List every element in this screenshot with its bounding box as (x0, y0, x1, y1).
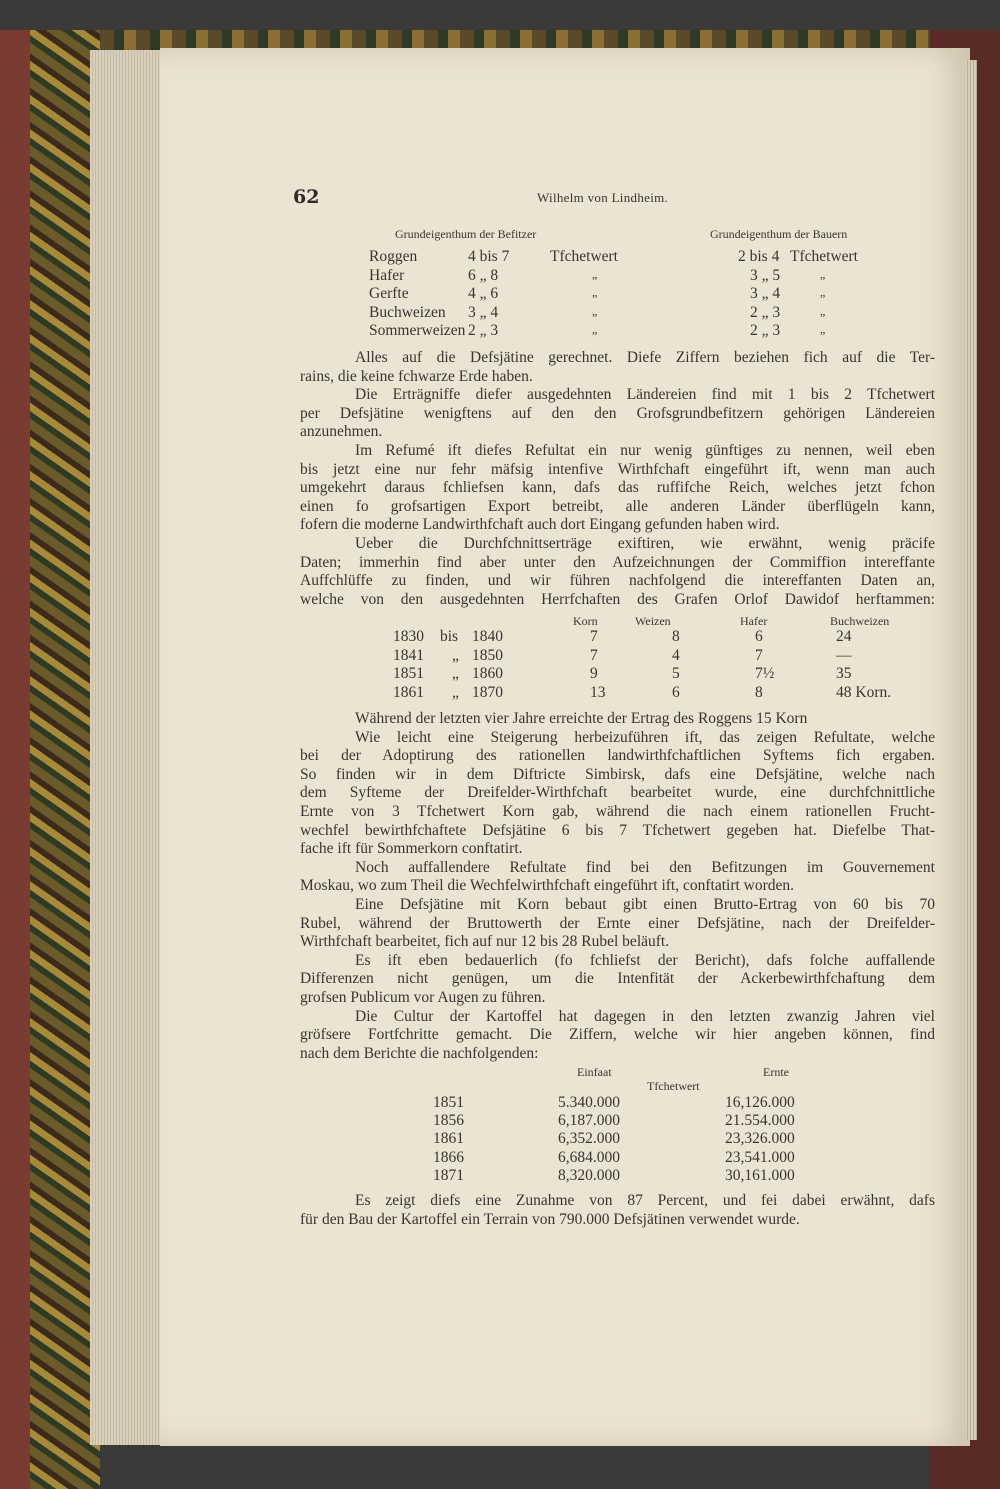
year: 1861 (433, 1130, 464, 1148)
running-head: Wilhelm von Lindheim. (537, 190, 669, 205)
owner-unit: „ (592, 322, 598, 337)
peasant-yield: 3 „ 5 (750, 266, 781, 284)
year: 1856 (433, 1112, 464, 1130)
text-line: rains, die keine fchwarze Erde haben. (300, 367, 533, 385)
table-header-peasants: Grundeigenthum der Bauern (710, 227, 848, 241)
ernte-value: 23,326.000 (725, 1130, 795, 1148)
text-block-1 (300, 349, 935, 609)
text-line: einen fo grofsartigen Export betreibt, alle anderen Länder überflügeln kann, (300, 497, 935, 515)
year: 1866 (433, 1148, 464, 1166)
column-header: Korn (573, 614, 598, 628)
crop-name: Sommerweizen (369, 322, 466, 340)
owner-yield: 3 „ 4 (468, 303, 499, 321)
page-edges-right (965, 60, 977, 1440)
text-line: Während der letzten vier Jahre erreichte der Ertrag des Roggens 15 Korn (355, 710, 808, 727)
text-line: dem Syfteme der Dreifelder-Wirthfchaft bearbeitet wurde, eine durchfchnittliche (300, 784, 935, 802)
text-line: Noch auffallendere Refultate find bei den Befitzungen im Gouvernement (355, 858, 935, 876)
text-line: wechfel bewirthfchaftete Defsjätine 6 bis 7 Tfchetwert gegeben hat. Diefelbe That- (300, 821, 935, 839)
peasant-yield: 2 „ 3 (750, 303, 781, 321)
text-line: fofern die moderne Landwirthfchaft auch dort Eingang gefunden haben wird. (300, 516, 780, 534)
unit-label: Tfchetwert (647, 1079, 700, 1093)
period-to: 1840 (472, 628, 503, 645)
einsaat-value: 6,187.000 (558, 1112, 620, 1130)
text-line: welche von den ausgedehnten Herrfchaften des Grafen Orlof Dawidof herftammen: (300, 590, 935, 608)
peasant-unit: „ (820, 303, 826, 318)
einsaat-value: 5.340.000 (558, 1094, 620, 1111)
yield-value: — (836, 646, 852, 664)
text-line: Alles auf die Defsjätine gerechnet. Diefe Ziffern beziehen fich auf die Ter- (355, 349, 935, 366)
yield-value: 8 (755, 683, 763, 701)
yield-value: 48 Korn. (836, 683, 892, 701)
text-line: So finden wir in dem Diftricte Simbirsk, dafs eine Defsjätine, welche nach (300, 765, 935, 783)
column-einsaat: Einfaat (577, 1065, 612, 1079)
ernte-value: 16,126.000 (725, 1094, 795, 1111)
page-number: 62 (293, 186, 320, 208)
period-from: 1841 (393, 646, 424, 664)
yield-value: 6 (755, 628, 763, 645)
text-line: bei der Adoptirung des rationellen landwirthfchaftlichen Syftems fich ergaben. (300, 747, 935, 765)
column-header: Buchweizen (830, 614, 890, 628)
text-line: Wirthfchaft bearbeitet, fich auf nur 12 bis 28 Rubel beläuft. (300, 933, 670, 951)
owner-yield: 2 „ 3 (468, 322, 499, 340)
yield-value: 7 (755, 646, 763, 664)
text-line: Es ift eben bedauerlich (fo fchliefst der Bericht), dafs folche auffallende (355, 951, 935, 969)
einsaat-value: 8,320.000 (558, 1166, 620, 1184)
crop-name: Roggen (369, 248, 418, 265)
text-line: Eine Defsjätine mit Korn bebaut gibt einen Brutto-Ertrag von 60 bis 70 (355, 895, 935, 913)
owner-yield: 6 „ 8 (468, 266, 499, 284)
page-edges (90, 50, 162, 1445)
owner-unit: „ (592, 303, 598, 318)
peasant-yield: 3 „ 4 (750, 285, 781, 303)
period-from: 1861 (393, 683, 424, 701)
yield-value: 4 (672, 646, 680, 664)
book-cover-spine (0, 30, 30, 1489)
owner-yield: 4 „ 6 (468, 285, 499, 303)
peasant-unit: „ (820, 266, 826, 281)
yield-value: 7 (590, 628, 598, 645)
text-line: Ueber die Durchfchnittserträge exiftiren, wie erwähnt, wenig präcife (355, 534, 935, 552)
peasant-yield: 2 „ 3 (750, 322, 781, 340)
column-header: Weizen (635, 614, 671, 628)
crop-name: Gerfte (369, 285, 409, 303)
peasant-yield: 2 bis 4 (738, 248, 780, 265)
text-line: Differenzen nicht genügen, um die Intenfität der Ackerbewirthfchaftung dem (300, 970, 935, 988)
period-from: 1851 (393, 665, 424, 683)
text-line: Ernte von 3 Tfchetwert Korn gab, während die nach einem rationellen Frucht- (300, 802, 935, 820)
yield-value: 35 (836, 665, 852, 683)
period-sep: „ (452, 665, 459, 683)
column-ernte: Ernte (763, 1065, 789, 1079)
crop-name: Hafer (369, 266, 405, 284)
peasant-unit: Tfchetwert (790, 248, 858, 265)
text-line: Moskau, wo zum Theil die Wechfelwirthfchaft eingeführt ift, conftatirt worden. (300, 877, 795, 895)
text-line: fache ift für Sommerkorn conftatirt. (300, 840, 523, 858)
period-sep: „ (452, 646, 459, 664)
text-line: für den Bau der Kartoffel ein Terrain von 790.000 Defsjätinen verwendet wurde. (300, 1210, 800, 1228)
peasant-unit: „ (820, 322, 826, 337)
owner-unit: „ (592, 266, 598, 281)
text-block-3 (300, 1192, 935, 1229)
owner-unit: „ (592, 285, 598, 300)
year: 1871 (433, 1166, 464, 1184)
text-line: anzunehmen. (300, 423, 383, 441)
table-header-owners: Grundeigenthum der Befitzer (395, 227, 537, 241)
text-line: Die Erträgniffe diefer ausgedehnten Ländereien find mit 1 bis 2 Tfchetwert (355, 386, 935, 404)
text-line: Im Refumé ift diefes Refultat ein nur wenig günftiges zu nennen, weil eben (355, 441, 935, 459)
ernte-value: 30,161.000 (725, 1166, 795, 1184)
text-line: Rubel, während der Bruttowerth der Ernte einer Defsjätine, nach der Dreifelder- (300, 914, 935, 932)
period-to: 1850 (472, 646, 503, 664)
owner-unit: Tfchetwert (550, 248, 618, 265)
peasant-unit: „ (820, 285, 826, 300)
yield-value: 13 (590, 683, 606, 701)
einsaat-value: 6,352.000 (558, 1130, 620, 1148)
yield-value: 6 (672, 683, 680, 701)
text-line: umgekehrt daraus fchliefsen kann, dafs das ruffifche Reich, welches jetzt fchon (300, 479, 935, 497)
period-to: 1870 (472, 683, 503, 701)
yield-value: 7½ (755, 665, 775, 683)
year: 1851 (433, 1094, 464, 1111)
yield-value: 24 (836, 628, 852, 645)
owner-yield: 4 bis 7 (468, 248, 510, 265)
yield-value: 9 (590, 665, 598, 683)
crop-name: Buchweizen (369, 303, 446, 321)
text-line: Wie leicht eine Steigerung herbeizuführen ift, das zeigen Refultate, welche (355, 728, 935, 746)
period-sep: „ (452, 683, 459, 701)
ernte-value: 23,541.000 (725, 1148, 795, 1166)
text-line: Daten; immerhin find aber unter den Aufzeichnungen der Commiffion intereffante (300, 553, 935, 571)
period-sep: bis (440, 628, 459, 645)
text-line: Die Cultur der Kartoffel hat dagegen in den letzten zwanzig Jahren viel (355, 1007, 935, 1025)
text-line: nach dem Berichte die nachfolgenden: (300, 1044, 539, 1062)
text-line: Es zeigt diefs eine Zunahme von 87 Percent, und fei dabei erwähnt, dafs (355, 1192, 935, 1209)
yield-value: 8 (672, 628, 680, 645)
text-line: per Defsjätine wenigftens auf den den Grofsgrundbefitzern gehörigen Ländereien (300, 404, 935, 422)
einsaat-value: 6,684.000 (558, 1148, 620, 1166)
yield-value: 5 (672, 665, 680, 683)
period-from: 1830 (393, 628, 424, 645)
column-header: Hafer (740, 614, 768, 628)
text-line: grofsen Publicum vor Augen zu führen. (300, 988, 546, 1006)
yield-value: 7 (590, 646, 598, 664)
ernte-value: 21.554.000 (725, 1112, 795, 1130)
text-block-2 (300, 710, 935, 1063)
period-to: 1860 (472, 665, 503, 683)
text-line: gröfsere Fortfchritte gemacht. Die Ziffern, welche wir hier angeben können, find (300, 1026, 935, 1044)
text-line: Auffchlüffe zu finden, und wir führen nachfolgend die intereffanten Daten an, (300, 572, 935, 590)
text-line: bis jetzt eine nur fehr mäfsig intenfive Wirthfchaft eingeführt ift, wenn man auch (300, 460, 935, 478)
